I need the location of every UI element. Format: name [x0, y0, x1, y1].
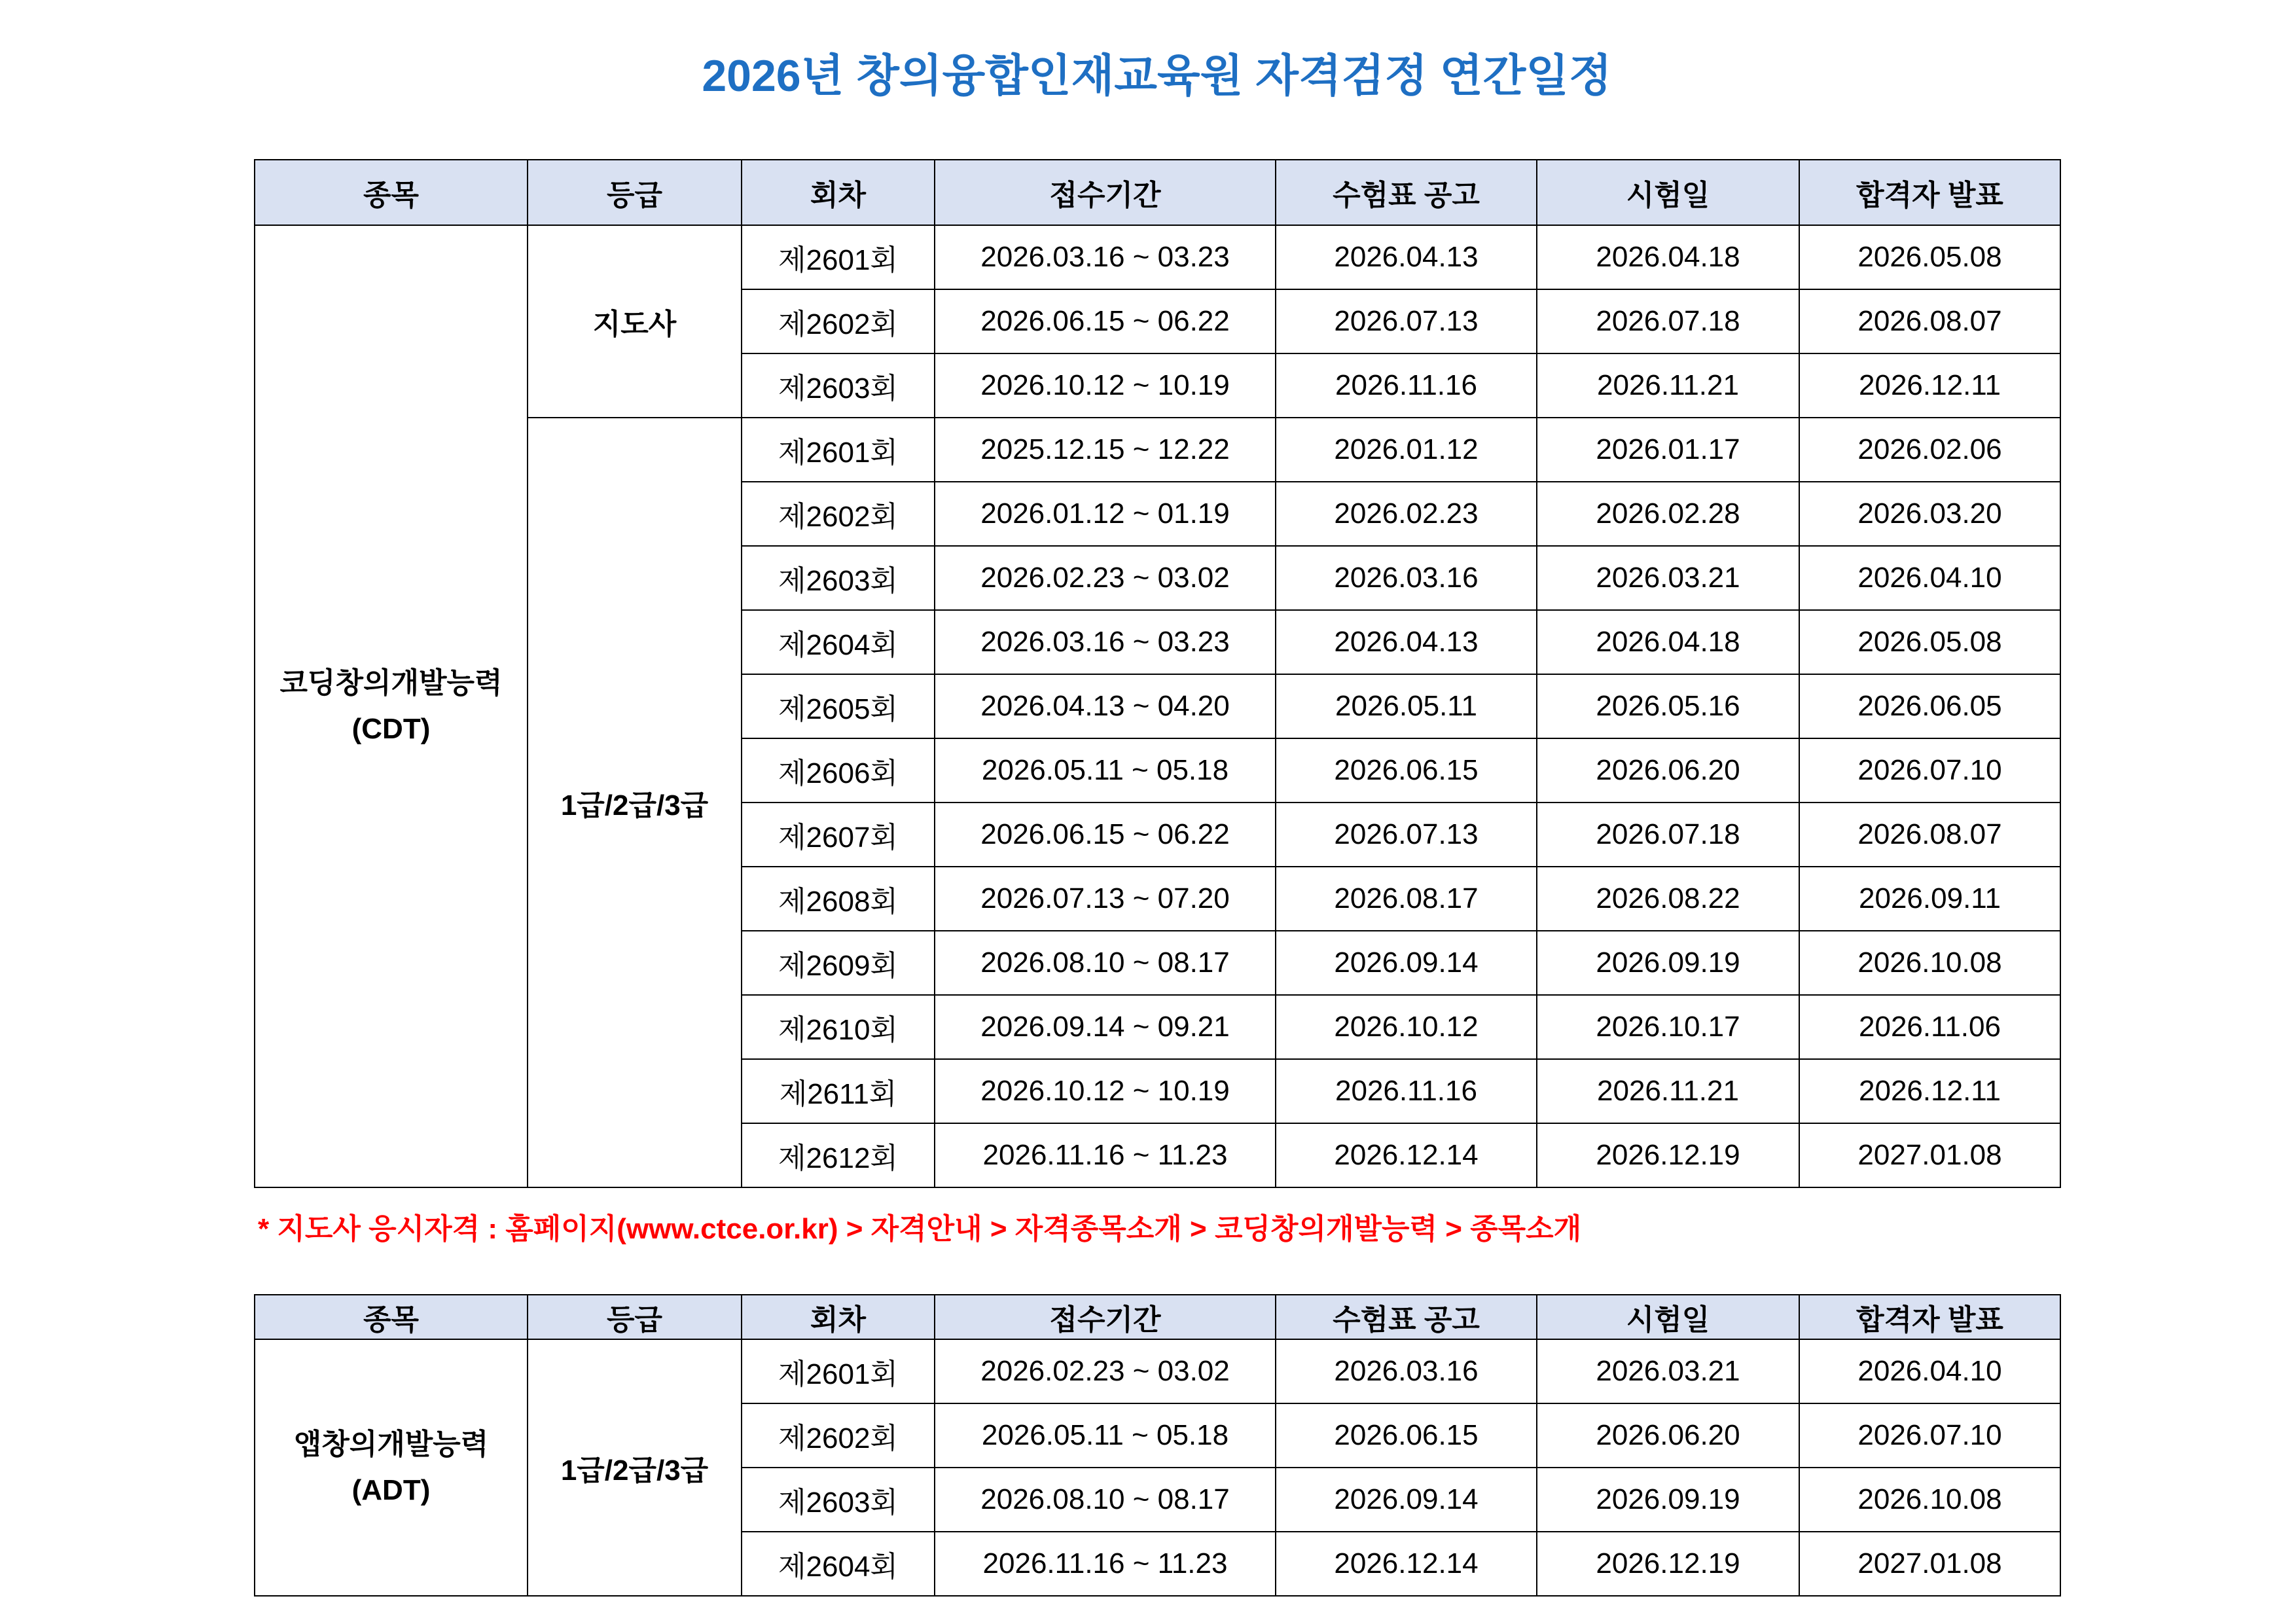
- exam-date-cell: 2026.09.19: [1537, 1468, 1799, 1532]
- schedule-table-adt: [254, 1294, 2061, 1597]
- subject-code: (CDT): [351, 713, 431, 745]
- registration-period-cell: 2026.08.10 ~ 08.17: [935, 931, 1276, 995]
- result-announcement-cell: 2027.01.08: [1799, 1123, 2060, 1187]
- ticket-notice-cell: 2026.04.13: [1276, 610, 1537, 674]
- ticket-notice-cell: 2026.06.15: [1276, 1403, 1537, 1468]
- round-cell: 제2603회: [742, 353, 935, 418]
- result-announcement-cell: 2026.07.10: [1799, 738, 2060, 803]
- result-announcement-cell: 2026.10.08: [1799, 931, 2060, 995]
- registration-period-cell: 2026.11.16 ~ 11.23: [935, 1123, 1276, 1187]
- exam-date-cell: 2026.07.18: [1537, 289, 1799, 353]
- ticket-notice-cell: 2026.03.16: [1276, 546, 1537, 610]
- round-cell: 제2604회: [742, 610, 935, 674]
- round-cell: 제2605회: [742, 674, 935, 738]
- exam-date-cell: 2026.06.20: [1537, 738, 1799, 803]
- exam-date-cell: 2026.01.17: [1537, 418, 1799, 482]
- exam-date-cell: 2026.06.20: [1537, 1403, 1799, 1468]
- ticket-notice-cell: 2026.06.15: [1276, 738, 1537, 803]
- column-header-round: 회차: [742, 1295, 935, 1339]
- ticket-notice-cell: 2026.07.13: [1276, 289, 1537, 353]
- registration-period-cell: 2026.08.10 ~ 08.17: [935, 1468, 1276, 1532]
- round-cell: 제2606회: [742, 738, 935, 803]
- exam-date-cell: 2026.12.19: [1537, 1123, 1799, 1187]
- exam-date-cell: 2026.04.18: [1537, 225, 1799, 289]
- ticket-notice-cell: 2026.09.14: [1276, 931, 1537, 995]
- result-announcement-cell: 2026.05.08: [1799, 610, 2060, 674]
- column-header-ticket-notice: 수험표 공고: [1276, 1295, 1537, 1339]
- grade-cell: 1급/2급/3급: [528, 1339, 742, 1596]
- result-announcement-cell: 2026.08.07: [1799, 289, 2060, 353]
- ticket-notice-cell: 2026.01.12: [1276, 418, 1537, 482]
- registration-period-cell: 2026.01.12 ~ 01.19: [935, 482, 1276, 546]
- round-cell: 제2601회: [742, 418, 935, 482]
- round-cell: 제2611회: [742, 1059, 935, 1123]
- exam-date-cell: 2026.11.21: [1537, 353, 1799, 418]
- subject-cell: [255, 1339, 528, 1596]
- exam-date-cell: 2026.11.21: [1537, 1059, 1799, 1123]
- registration-period-cell: 2026.07.13 ~ 07.20: [935, 867, 1276, 931]
- result-announcement-cell: 2026.03.20: [1799, 482, 2060, 546]
- round-cell: 제2601회: [742, 1339, 935, 1403]
- result-announcement-cell: 2026.08.07: [1799, 803, 2060, 867]
- subject-name: 코딩창의개발능력: [279, 667, 503, 699]
- column-header-exam-date: 시험일: [1537, 1295, 1799, 1339]
- round-cell: 제2602회: [742, 289, 935, 353]
- exam-date-cell: 2026.03.21: [1537, 546, 1799, 610]
- result-announcement-cell: 2026.09.11: [1799, 867, 2060, 931]
- result-announcement-cell: 2026.07.10: [1799, 1403, 2060, 1468]
- column-header-grade: 등급: [528, 160, 742, 225]
- exam-date-cell: 2026.12.19: [1537, 1532, 1799, 1596]
- registration-period-cell: 2026.06.15 ~ 06.22: [935, 803, 1276, 867]
- page-title: 2026년 창의융합인재교육원 자격검정 연간일정: [702, 51, 1612, 101]
- registration-period-cell: 2026.03.16 ~ 03.23: [935, 225, 1276, 289]
- grade-cell: 1급/2급/3급: [528, 418, 742, 1187]
- ticket-notice-cell: 2026.10.12: [1276, 995, 1537, 1059]
- registration-period-cell: 2026.02.23 ~ 03.02: [935, 1339, 1276, 1403]
- subject-code: (ADT): [351, 1474, 431, 1506]
- column-header-registration-period: 접수기간: [935, 1295, 1276, 1339]
- round-cell: 제2610회: [742, 995, 935, 1059]
- registration-period-cell: 2026.09.14 ~ 09.21: [935, 995, 1276, 1059]
- result-announcement-cell: 2026.05.08: [1799, 225, 2060, 289]
- exam-date-cell: 2026.09.19: [1537, 931, 1799, 995]
- ticket-notice-cell: 2026.04.13: [1276, 225, 1537, 289]
- ticket-notice-cell: 2026.11.16: [1276, 1059, 1537, 1123]
- registration-period-cell: 2026.05.11 ~ 05.18: [935, 738, 1276, 803]
- round-cell: 제2603회: [742, 546, 935, 610]
- column-header-result-announcement: 합격자 발표: [1799, 160, 2060, 225]
- schedule-table-cdt: [254, 159, 2061, 1188]
- exam-date-cell: 2026.04.18: [1537, 610, 1799, 674]
- round-cell: 제2602회: [742, 1403, 935, 1468]
- result-announcement-cell: 2026.10.08: [1799, 1468, 2060, 1532]
- round-cell: 제2609회: [742, 931, 935, 995]
- registration-period-cell: 2026.02.23 ~ 03.02: [935, 546, 1276, 610]
- round-cell: 제2603회: [742, 1468, 935, 1532]
- column-header-ticket-notice: 수험표 공고: [1276, 160, 1537, 225]
- exam-date-cell: 2026.07.18: [1537, 803, 1799, 867]
- grade-cell: 지도사: [528, 225, 742, 418]
- exam-date-cell: 2026.02.28: [1537, 482, 1799, 546]
- column-header-exam-date: 시험일: [1537, 160, 1799, 225]
- exam-date-cell: 2026.08.22: [1537, 867, 1799, 931]
- round-cell: 제2604회: [742, 1532, 935, 1596]
- result-announcement-cell: 2026.04.10: [1799, 1339, 2060, 1403]
- ticket-notice-cell: 2026.07.13: [1276, 803, 1537, 867]
- result-announcement-cell: 2026.12.11: [1799, 353, 2060, 418]
- ticket-notice-cell: 2026.08.17: [1276, 867, 1537, 931]
- registration-period-cell: 2026.03.16 ~ 03.23: [935, 610, 1276, 674]
- result-announcement-cell: 2026.02.06: [1799, 418, 2060, 482]
- registration-period-cell: 2026.10.12 ~ 10.19: [935, 353, 1276, 418]
- round-cell: 제2607회: [742, 803, 935, 867]
- result-announcement-cell: 2026.12.11: [1799, 1059, 2060, 1123]
- registration-period-cell: 2025.12.15 ~ 12.22: [935, 418, 1276, 482]
- round-cell: 제2602회: [742, 482, 935, 546]
- ticket-notice-cell: 2026.03.16: [1276, 1339, 1537, 1403]
- registration-period-cell: 2026.06.15 ~ 06.22: [935, 289, 1276, 353]
- eligibility-note: * 지도사 응시자격 : 홈페이지(www.ctce.or.kr) > 자격안내 > 자격종목소개 > 코딩창의개발능력 > 종목소개: [258, 1213, 1582, 1245]
- column-header-result-announcement: 합격자 발표: [1799, 1295, 2060, 1339]
- column-header-round: 회차: [742, 160, 935, 225]
- subject-cell: [255, 225, 528, 1187]
- column-header-registration-period: 접수기간: [935, 160, 1276, 225]
- table-row: [255, 1339, 2060, 1403]
- ticket-notice-cell: 2026.11.16: [1276, 353, 1537, 418]
- exam-date-cell: 2026.03.21: [1537, 1339, 1799, 1403]
- result-announcement-cell: 2026.11.06: [1799, 995, 2060, 1059]
- result-announcement-cell: 2026.04.10: [1799, 546, 2060, 610]
- header-row: [255, 1295, 2060, 1339]
- subject-name: 앱창의개발능력: [293, 1428, 489, 1460]
- round-cell: 제2612회: [742, 1123, 935, 1187]
- ticket-notice-cell: 2026.02.23: [1276, 482, 1537, 546]
- ticket-notice-cell: 2026.12.14: [1276, 1532, 1537, 1596]
- registration-period-cell: 2026.11.16 ~ 11.23: [935, 1532, 1276, 1596]
- registration-period-cell: 2026.05.11 ~ 05.18: [935, 1403, 1276, 1468]
- exam-date-cell: 2026.05.16: [1537, 674, 1799, 738]
- column-header-subject: 종목: [255, 1295, 528, 1339]
- round-cell: 제2608회: [742, 867, 935, 931]
- column-header-grade: 등급: [528, 1295, 742, 1339]
- exam-date-cell: 2026.10.17: [1537, 995, 1799, 1059]
- ticket-notice-cell: 2026.05.11: [1276, 674, 1537, 738]
- round-cell: 제2601회: [742, 225, 935, 289]
- ticket-notice-cell: 2026.12.14: [1276, 1123, 1537, 1187]
- column-header-subject: 종목: [255, 160, 528, 225]
- header-row: [255, 160, 2060, 225]
- result-announcement-cell: 2026.06.05: [1799, 674, 2060, 738]
- registration-period-cell: 2026.10.12 ~ 10.19: [935, 1059, 1276, 1123]
- registration-period-cell: 2026.04.13 ~ 04.20: [935, 674, 1276, 738]
- table-row: [255, 225, 2060, 289]
- ticket-notice-cell: 2026.09.14: [1276, 1468, 1537, 1532]
- result-announcement-cell: 2027.01.08: [1799, 1532, 2060, 1596]
